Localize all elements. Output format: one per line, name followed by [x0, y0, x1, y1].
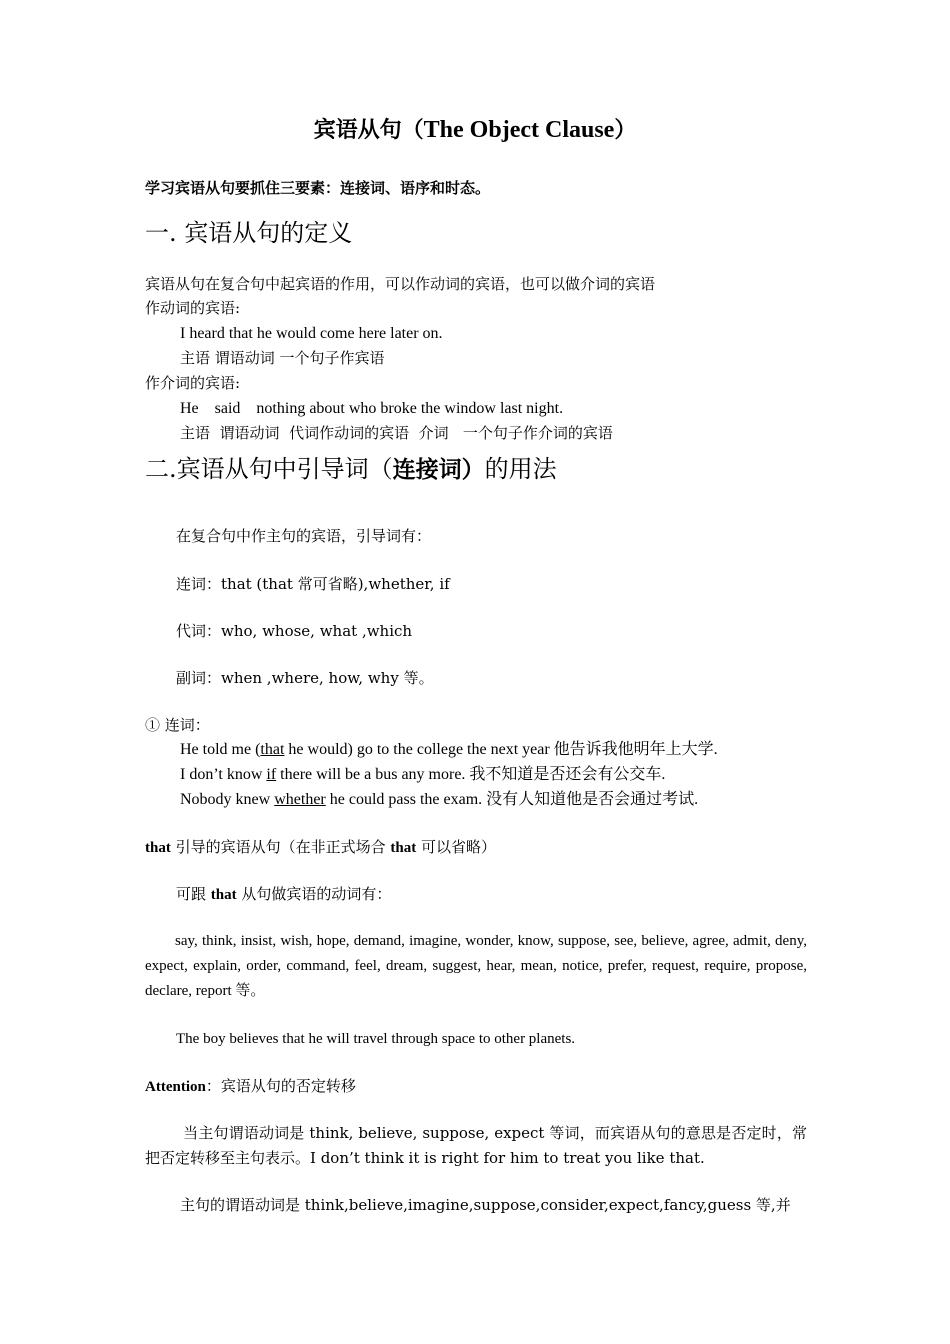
title-zh: 宾语从句（	[313, 117, 424, 143]
verb-list-text: say, think, insist, wish, hope, demand, imagine, wonder, know, suppose, see, believe, agree, admit, deny, expect, explain, order, command, feel, dream, suggest, hear, mean, notice, prefer, request, require, propose, declare, report 等。	[145, 933, 807, 999]
example-3-underlined: whether	[274, 791, 326, 808]
prep-object-label: 作介词的宾语:	[145, 374, 241, 392]
that-clause-note	[145, 837, 496, 858]
example-2-a: I don’t know	[180, 766, 267, 783]
example-1-underlined: that	[260, 741, 285, 758]
prep-object-example: He said nothing about who broke the window last night.	[180, 400, 564, 417]
section2-heading-keyword: 连接词）	[392, 457, 485, 483]
verb-object-gloss: 主语 谓语动词 一个句子作宾语	[180, 349, 385, 367]
example-2-b: there will be a bus any more. 我不知道是否还会有公交车.	[276, 766, 666, 783]
prep-object-gloss: 主语 谓语动词 代词作动词的宾语 介词 一个句子作介词的宾语	[180, 424, 613, 442]
example-3-b: he could pass the exam. 没有人知道他是否会通过考试.	[325, 791, 699, 808]
intro-line: 学习宾语从句要抓住三要素：连接词、语序和时态。	[145, 179, 491, 197]
verb-object-label: 作动词的宾语:	[145, 299, 241, 317]
verb-list-paragraph	[145, 929, 807, 1004]
definition-text: 宾语从句在复合句中起宾语的作用，可以作动词的宾语，也可以做介词的宾语	[145, 275, 656, 293]
pronoun-line: 代词：who, whose, what ,which	[176, 622, 413, 640]
that-bold-1: that	[145, 840, 171, 856]
verbs-intro-bold: that	[210, 887, 237, 903]
title-close: ）	[614, 117, 637, 143]
title-en: The Object Clause	[423, 117, 615, 143]
section2-heading-a: 二.宾语从句中引导词（	[145, 455, 393, 483]
example-1	[180, 740, 718, 760]
boy-example: The boy believes that he will travel through space to other planets.	[176, 1031, 576, 1047]
negation-text: 当主句谓语动词是 think, believe, suppose, expect 等词，而宾语从句的意思是否定时，常把否定转移至主句表示。I don’t think it is right for him to treat you like that.	[145, 1124, 807, 1167]
negation-paragraph	[145, 1121, 807, 1171]
attention-label: Attention	[145, 1079, 206, 1095]
section2-intro: 在复合句中作主句的宾语，引导词有：	[176, 527, 432, 545]
example-2-underlined: if	[266, 766, 277, 783]
last-line: 主句的谓语动词是 think,believe,imagine,suppose,consider,expect,fancy,guess 等,并	[180, 1196, 791, 1214]
conjunction-line: 连词：that (that 常可省略),whether, if	[176, 575, 450, 593]
example-3-a: Nobody knew	[180, 791, 275, 808]
that-note-b: 可以省略）	[416, 838, 497, 856]
verbs-intro-c: 从句做宾语的动词有：	[236, 885, 392, 903]
that-note-a: 引导的宾语从句（在非正式场合	[170, 838, 391, 856]
verb-object-example: I heard that he would come here later on.	[180, 325, 443, 342]
example-1-b: he would) go to the college the next year 他告诉我他明年上大学.	[284, 741, 718, 758]
that-verbs-intro	[176, 884, 391, 905]
example-1-a: He told me (	[180, 741, 261, 758]
section2-heading-b: 的用法	[484, 455, 557, 483]
adverb-line: 副词：when ,where, how, why 等。	[176, 669, 434, 687]
section1-heading: 一. 宾语从句的定义	[145, 219, 353, 247]
page-title	[0, 116, 950, 144]
attention-line	[145, 1076, 356, 1097]
circled-conjunction-label: ① 连词：	[145, 716, 210, 734]
that-bold-2: that	[390, 840, 417, 856]
section2-heading	[145, 454, 557, 485]
example-2	[180, 765, 665, 785]
example-3	[180, 790, 698, 810]
attention-text: ：宾语从句的否定转移	[205, 1077, 356, 1095]
verbs-intro-a: 可跟	[176, 885, 211, 903]
